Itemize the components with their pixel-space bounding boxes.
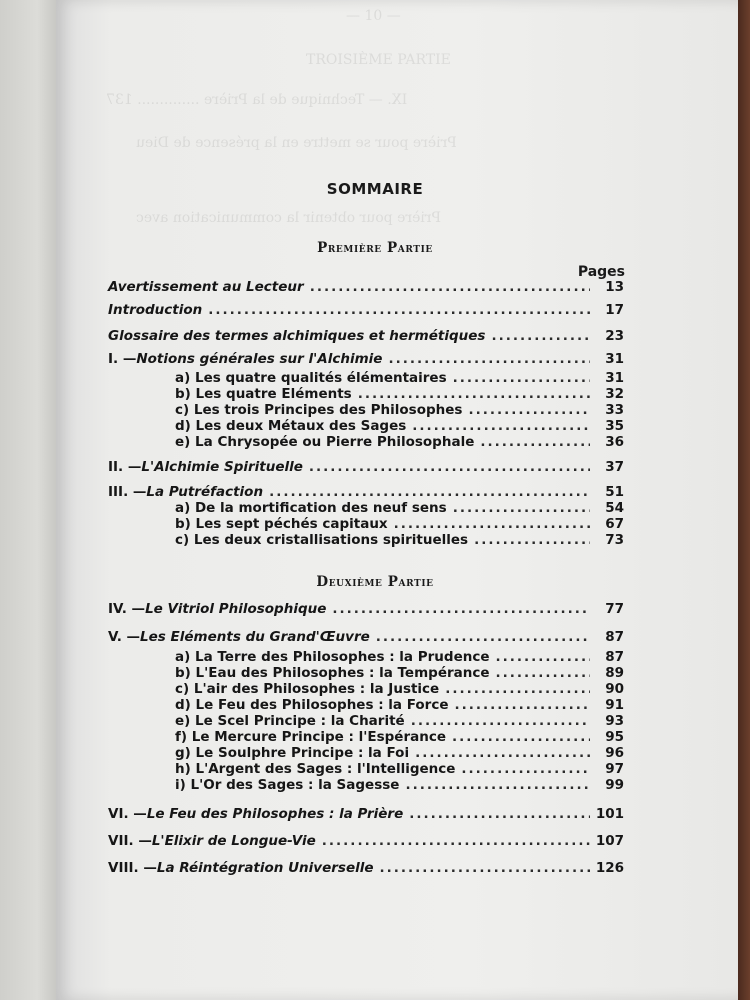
toc-subentry-label: a) De la mortification des neuf sens [175, 500, 447, 516]
toc-entry [108, 351, 624, 368]
dot-leader [405, 777, 590, 793]
dot-leader [208, 302, 590, 318]
dot-leader [376, 629, 590, 645]
part-heading-1: Première Partie [317, 240, 433, 256]
facing-page-edge [0, 0, 62, 1000]
dot-leader [452, 729, 590, 745]
toc-entry-label: Le Feu des Philosophes : la Prière [146, 806, 404, 822]
toc-entry-page: 77 [605, 601, 624, 617]
dot-leader [453, 500, 590, 516]
toc-subentry-page: 95 [605, 729, 624, 745]
toc-entry-numeral: III. — [108, 484, 147, 500]
toc-entry-page: 51 [605, 484, 624, 500]
dot-leader [394, 516, 590, 532]
toc-entry-page: 37 [605, 459, 624, 475]
toc-subentry-page: 73 [605, 532, 624, 548]
dot-leader [455, 697, 590, 713]
toc-entry-page: 17 [605, 302, 624, 318]
toc-entry [108, 601, 624, 618]
toc-entry-numeral: V. — [108, 629, 141, 645]
toc-entry-label: Avertissement au Lecteur [108, 279, 304, 295]
toc-subentry [175, 386, 624, 403]
toc-entry [108, 459, 624, 476]
dot-leader [474, 532, 590, 548]
dot-leader [496, 665, 590, 681]
toc-entry-label: La Réintégration Universelle [156, 860, 374, 876]
toc-entry-label: L'Elixir de Longue-Vie [151, 833, 316, 849]
toc-subentry [175, 681, 624, 698]
toc-subentry-label: c) L'air des Philosophes : la Justice [175, 681, 440, 697]
dot-leader [409, 806, 590, 822]
show-through-text: Prière pour se mettre en la présence de Dieu [136, 135, 457, 151]
toc-entry-label: La Putréfaction [146, 484, 264, 500]
toc-subentry-label: b) Les quatre Eléments [175, 386, 352, 402]
toc-subentry-label: i) L'Or des Sages : la Sagesse [175, 777, 400, 793]
toc-entry-page: 23 [605, 328, 624, 344]
toc-entry [108, 806, 624, 823]
dot-leader [388, 351, 590, 367]
toc-subentry [175, 729, 624, 746]
toc-subentry-page: 35 [605, 418, 624, 434]
toc-entry-numeral: IV. — [108, 601, 146, 617]
toc-subentry [175, 697, 624, 714]
toc-entry-label: Introduction [108, 302, 203, 318]
toc-entry [108, 629, 624, 646]
book-cover-edge [738, 0, 750, 1000]
page-title: SOMMAIRE [326, 180, 424, 198]
toc-subentry [175, 761, 624, 778]
toc-subentry-page: 36 [605, 434, 624, 450]
dot-leader [310, 279, 590, 295]
dot-leader [332, 601, 590, 617]
toc-subentry [175, 665, 624, 682]
toc-subentry [175, 649, 624, 666]
dot-leader [480, 434, 590, 450]
toc-subentry-label: f) Le Mercure Principe : l'Espérance [175, 729, 446, 745]
toc-subentry [175, 532, 624, 549]
toc-subentry [175, 402, 624, 419]
toc-entry [108, 279, 624, 296]
dot-leader [445, 681, 590, 697]
show-through-text: TROISIÈME PARTIE [306, 52, 451, 68]
toc-subentry [175, 713, 624, 730]
toc-entry-page: 107 [595, 833, 624, 849]
dot-leader [411, 713, 590, 729]
toc-entry-label: Les Eléments du Grand'Œuvre [140, 629, 370, 645]
toc-subentry-page: 87 [605, 649, 624, 665]
toc-subentry-page: 67 [605, 516, 624, 532]
toc-subentry-page: 31 [605, 370, 624, 386]
toc-subentry-label: c) Les deux cristallisations spirituelles [175, 532, 469, 548]
toc-subentry-label: e) La Chrysopée ou Pierre Philosophale [175, 434, 475, 450]
toc-subentry-page: 93 [605, 713, 624, 729]
dot-leader [309, 459, 590, 475]
toc-subentry-label: g) Le Soulphre Principe : la Foi [175, 745, 410, 761]
toc-subentry [175, 370, 624, 387]
toc-entry-numeral: VII. — [108, 833, 152, 849]
toc-subentry-label: e) Le Scel Principe : la Charité [175, 713, 405, 729]
toc-subentry-page: 33 [605, 402, 624, 418]
part-heading-2: Deuxième Partie [316, 574, 434, 590]
show-through-text: Prière pour obtenir la communication avec [136, 210, 441, 226]
dot-leader [468, 402, 590, 418]
toc-subentry-page: 97 [605, 761, 624, 777]
toc-entry-page: 101 [595, 806, 624, 822]
toc-subentry [175, 434, 624, 451]
toc-subentry-page: 91 [605, 697, 624, 713]
dot-leader [322, 833, 590, 849]
toc-entry-label: L'Alchimie Spirituelle [141, 459, 303, 475]
toc-subentry-page: 90 [605, 681, 624, 697]
toc-entry-label: Le Vitriol Philosophique [145, 601, 327, 617]
toc-subentry [175, 745, 624, 762]
toc-subentry-page: 99 [605, 777, 624, 793]
toc-subentry-label: h) L'Argent des Sages : l'Intelligence [175, 761, 456, 777]
toc-subentry-page: 54 [605, 500, 624, 516]
toc-subentry-label: b) L'Eau des Philosophes : la Tempérance [175, 665, 490, 681]
toc-entry [108, 860, 624, 877]
toc-entry-page: 13 [605, 279, 624, 295]
toc-entry [108, 484, 624, 501]
toc-entry-numeral: VI. — [108, 806, 147, 822]
dot-leader [461, 761, 590, 777]
toc-subentry-label: c) Les trois Principes des Philosophes [175, 402, 463, 418]
toc-entry-numeral: I. — [108, 351, 137, 367]
dot-leader [491, 328, 590, 344]
toc-subentry-label: b) Les sept péchés capitaux [175, 516, 388, 532]
toc-subentry-page: 32 [605, 386, 624, 402]
toc-entry-label: Notions générales sur l'Alchimie [136, 351, 383, 367]
toc-subentry-label: a) Les quatre qualités élémentaires [175, 370, 447, 386]
toc-subentry-label: a) La Terre des Philosophes : la Prudence [175, 649, 490, 665]
toc-subentry [175, 500, 624, 517]
show-through-text: IX. — Technique de la Prière .............. 137 [106, 92, 408, 108]
toc-entry [108, 833, 624, 850]
toc-subentry [175, 777, 624, 794]
dot-leader [269, 484, 590, 500]
toc-entry [108, 302, 624, 319]
dot-leader [415, 745, 590, 761]
dot-leader [496, 649, 591, 665]
toc-entry-page: 126 [595, 860, 624, 876]
toc-subentry-label: d) Le Feu des Philosophes : la Force [175, 697, 449, 713]
toc-subentry-page: 89 [605, 665, 624, 681]
toc-entry-numeral: II. — [108, 459, 142, 475]
toc-entry-label: Glossaire des termes alchimiques et hermétiques [108, 328, 486, 344]
toc-entry-page: 31 [605, 351, 624, 367]
toc-subentry [175, 418, 624, 435]
dot-leader [380, 860, 590, 876]
dot-leader [412, 418, 590, 434]
toc-entry [108, 328, 624, 345]
toc-subentry-page: 96 [605, 745, 624, 761]
pages-column-label: Pages [577, 264, 625, 280]
show-through-text: — 10 — [346, 8, 401, 24]
toc-entry-page: 87 [605, 629, 624, 645]
toc-subentry [175, 516, 624, 533]
toc-entry-numeral: VIII. — [108, 860, 157, 876]
dot-leader [453, 370, 590, 386]
dot-leader [358, 386, 590, 402]
toc-subentry-label: d) Les deux Métaux des Sages [175, 418, 407, 434]
